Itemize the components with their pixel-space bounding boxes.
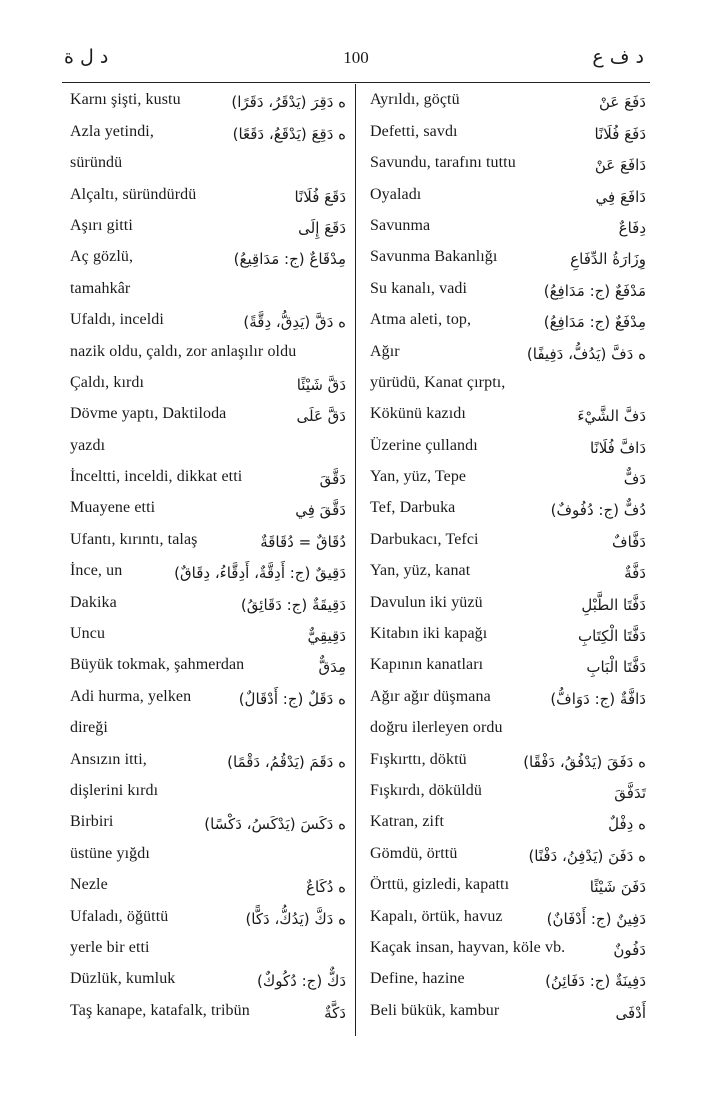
turkish-definition: Ufaladı, öğüttü	[70, 907, 169, 925]
arabic-headword: مِدْقَاعٌ (ج: مَدَاقِيعُ)	[233, 250, 346, 269]
header-left-letters: د ل ة	[64, 46, 109, 68]
arabic-headword: ﻩ دَقِعَ (يَدْقَعُ، دَقَعًا)	[232, 124, 346, 143]
arabic-headword: دَافَعَ عَنْ	[594, 156, 646, 175]
turkish-definition: Dakika	[70, 593, 117, 611]
dictionary-entry-row	[64, 806, 352, 837]
arabic-headword: ﻩ دَكَّ (يَدُكُّ، دَكًّا)	[245, 909, 346, 928]
dictionary-entry-row	[64, 210, 352, 241]
dictionary-entry-row	[364, 775, 652, 806]
turkish-definition: dişlerini kırdı	[70, 781, 159, 799]
arabic-headword: وِزَارَةُ الدِّفَاعِ	[570, 250, 646, 269]
turkish-definition: Dövme yaptı, Daktiloda	[70, 405, 227, 423]
dictionary-entry-row	[64, 837, 352, 868]
dictionary-entry-row	[364, 837, 652, 868]
dictionary-entry-row	[364, 900, 652, 931]
arabic-headword: دَفَّتَا الطَّبْلِ	[581, 595, 646, 614]
dictionary-entry-row	[364, 806, 652, 837]
page-number: 100	[343, 48, 369, 67]
dictionary-entry-row	[64, 115, 352, 146]
dictionary-entry-row	[64, 304, 352, 335]
left-column	[64, 84, 352, 1026]
dictionary-entry-row	[64, 555, 352, 586]
turkish-definition: Fışkırdı, döküldü	[370, 781, 482, 799]
arabic-headword: دَافَعَ فِي	[595, 187, 646, 206]
arabic-headword: ﻩ دَقَمَ (يَدْقُمُ، دَقْمًا)	[227, 752, 346, 771]
turkish-definition: Kitabın iki kapağı	[370, 625, 488, 643]
arabic-headword: دَقَعَ إِلَى	[298, 218, 346, 237]
arabic-headword: دَفٌّ	[623, 470, 646, 489]
turkish-definition: Uncu	[70, 625, 106, 643]
arabic-headword: مِدَقٌّ	[318, 658, 346, 677]
dictionary-entry-row	[64, 618, 352, 649]
dictionary-entry-row	[64, 932, 352, 963]
turkish-definition: Örttü, gizledi, kapattı	[370, 876, 510, 894]
arabic-headword: دَافَّةٌ (ج: دَوَافُّ)	[550, 689, 646, 708]
dictionary-entry-row	[364, 618, 652, 649]
turkish-definition: Atma aleti, top,	[370, 311, 472, 329]
turkish-definition: Tef, Darbuka	[370, 499, 456, 517]
dictionary-entry-row	[64, 963, 352, 994]
arabic-headword: ﻩ دَقِرَ (يَدْقَرُ، دَقَرًا)	[231, 93, 346, 112]
turkish-definition: nazik oldu, çaldı, zor anlaşılır oldu	[70, 342, 297, 360]
turkish-definition: Katran, zift	[370, 813, 445, 831]
dictionary-entry-row	[364, 680, 652, 711]
arabic-headword: ﻩ دَقَّ (يَدِقُّ، دِقَّةً)	[243, 313, 346, 332]
turkish-definition: Alçaltı, süründürdü	[70, 185, 197, 203]
page-header	[0, 46, 712, 76]
turkish-definition: Ayrıldı, göçtü	[370, 91, 460, 109]
arabic-headword: دَقِيقٌ (ج: أَدِقَّةٌ، أَدِقَّاءُ، دِقَاقٌ)	[174, 564, 346, 583]
arabic-headword: دَفِينٌ (ج: أَدْفَانٌ)	[546, 909, 646, 928]
turkish-definition: yazdı	[70, 436, 106, 454]
arabic-headword: دَفَّةٌ	[624, 564, 646, 583]
turkish-definition: üstüne yığdı	[70, 844, 150, 862]
dictionary-entry-row	[64, 178, 352, 209]
turkish-definition: Ağır ağır düşmana	[370, 687, 491, 705]
turkish-definition: Taş kanape, katafalk, tribün	[70, 1001, 250, 1019]
turkish-definition: Savunma Bakanlığı	[370, 248, 498, 266]
turkish-definition: Adi hurma, yelken	[70, 687, 192, 705]
dictionary-entry-row	[64, 743, 352, 774]
dictionary-entry-row	[364, 398, 652, 429]
turkish-definition: Su kanalı, vadi	[370, 279, 468, 297]
arabic-headword: ﻩ دَفَقَ (يَدْفُقُ، دَفْقًا)	[523, 752, 646, 771]
turkish-definition: Savunma	[370, 216, 431, 234]
dictionary-entry-row	[64, 649, 352, 680]
dictionary-entry-row	[64, 775, 352, 806]
arabic-headword: دَفَعَ عَنْ	[599, 93, 646, 112]
dictionary-entry-row	[64, 84, 352, 115]
turkish-definition: Aşırı gitti	[70, 216, 133, 234]
arabic-headword: دَفَّافٌ	[612, 532, 646, 551]
dictionary-entry-row	[364, 963, 652, 994]
dictionary-entry-row	[364, 712, 652, 743]
arabic-headword: دَقَّ شَيْئًا	[296, 375, 346, 394]
dictionary-entry-row	[364, 84, 652, 115]
turkish-definition: Defetti, savdı	[370, 122, 458, 140]
right-column	[364, 84, 652, 1026]
dictionary-entry-row	[364, 241, 652, 272]
turkish-definition: Kökünü kazıdı	[370, 405, 466, 423]
arabic-headword: دِفَاعٌ	[618, 218, 646, 237]
dictionary-entry-row	[64, 586, 352, 617]
turkish-definition: tamahkâr	[70, 279, 131, 297]
dictionary-entry-row	[364, 210, 652, 241]
turkish-definition: Gömdü, örttü	[370, 844, 458, 862]
dictionary-entry-row	[364, 649, 652, 680]
arabic-headword: دَقَعَ فُلَانًا	[294, 187, 346, 206]
arabic-headword: دَقَّقَ	[319, 470, 346, 489]
turkish-definition: Aç gözlü,	[70, 248, 134, 266]
arabic-headword: دَافَّ فُلَانًا	[589, 438, 646, 457]
turkish-definition: Kapının kanatları	[370, 656, 484, 674]
dictionary-entry-row	[364, 178, 652, 209]
turkish-definition: süründü	[70, 154, 123, 172]
dictionary-entry-row	[64, 429, 352, 460]
dictionary-entry-row	[64, 900, 352, 931]
arabic-headword: تَدَفَّقَ	[614, 783, 646, 802]
arabic-headword: مَدْفَعٌ (ج: مَدَافِعُ)	[543, 281, 646, 300]
arabic-headword: دَقَّ عَلَى	[296, 407, 346, 426]
turkish-definition: Ansızın itti,	[70, 750, 147, 768]
dictionary-entry-row	[364, 367, 652, 398]
arabic-headword: دَفَّتَا الْكِتَابِ	[578, 627, 646, 646]
turkish-definition: Kapalı, örtük, havuz	[370, 907, 503, 925]
turkish-definition: Ufaldı, inceldi	[70, 311, 164, 329]
turkish-definition: Çaldı, kırdı	[70, 373, 145, 391]
dictionary-entry-row	[364, 335, 652, 366]
arabic-headword: مِدْفَعٌ (ج: مَدَافِعُ)	[543, 313, 646, 332]
arabic-headword: ﻩ دِفْلٌ	[608, 815, 646, 834]
arabic-headword: دَكَّةٌ	[324, 1003, 346, 1022]
dictionary-entry-row	[64, 367, 352, 398]
dictionary-entry-row	[364, 304, 652, 335]
arabic-headword: ﻩ دَفَّ (يَدُفُّ، دَفِيفًا)	[526, 344, 646, 363]
turkish-definition: Düzlük, kumluk	[70, 970, 176, 988]
dictionary-entry-row	[64, 680, 352, 711]
dictionary-entry-row	[364, 272, 652, 303]
arabic-headword: دُقَاقٌ = دُقَاقَةٌ	[260, 532, 346, 551]
arabic-headword: دَفَعَ فُلَانًا	[594, 124, 646, 143]
turkish-definition: Yan, yüz, Tepe	[370, 468, 467, 486]
turkish-definition: Karnı şişti, kustu	[70, 91, 181, 109]
arabic-headword: ﻩ دَفَنَ (يَدْفِنُ، دَفْنًا)	[528, 846, 646, 865]
dictionary-entry-row	[364, 429, 652, 460]
arabic-headword: دُفٌّ (ج: دُفُوفٌ)	[550, 501, 646, 520]
dictionary-entry-row	[364, 115, 652, 146]
dictionary-entry-row	[364, 555, 652, 586]
turkish-definition: Davulun iki yüzü	[370, 593, 483, 611]
dictionary-entry-row	[64, 994, 352, 1025]
dictionary-entry-row	[364, 492, 652, 523]
turkish-definition: Savundu, tarafını tuttu	[370, 154, 516, 172]
arabic-headword: دَفِينَةٌ (ج: دَفَائِنُ)	[545, 972, 646, 991]
turkish-definition: Ağır	[370, 342, 400, 360]
dictionary-entry-row	[64, 272, 352, 303]
turkish-definition: Darbukacı, Tefci	[370, 530, 479, 548]
turkish-definition: İnce, un	[70, 562, 123, 580]
turkish-definition: direği	[70, 719, 108, 737]
turkish-definition: Yan, yüz, kanat	[370, 562, 471, 580]
dictionary-entry-row	[364, 523, 652, 554]
arabic-headword: ﻩ دُكَاعٌ	[306, 878, 346, 897]
turkish-definition: doğru ilerleyen ordu	[370, 719, 503, 737]
turkish-definition: Fışkırttı, döktü	[370, 750, 467, 768]
dictionary-entry-row	[64, 241, 352, 272]
arabic-headword: دَفَنَ شَيْئًا	[589, 878, 646, 897]
turkish-definition: Define, hazine	[370, 970, 465, 988]
turkish-definition: Kaçak insan, hayvan, köle vb.	[370, 938, 566, 956]
arabic-headword: ﻩ دَكَسَ (يَدْكَسُ، دَكْسًا)	[204, 815, 346, 834]
dictionary-entry-row	[64, 492, 352, 523]
arabic-headword: دَقِيقَةٌ (ج: دَقَائِقُ)	[240, 595, 346, 614]
turkish-definition: Büyük tokmak, şahmerdan	[70, 656, 245, 674]
dictionary-entry-row	[64, 147, 352, 178]
turkish-definition: Beli bükük, kambur	[370, 1001, 500, 1019]
turkish-definition: Muayene etti	[70, 499, 156, 517]
arabic-headword: دَقِيقِيٌّ	[307, 627, 346, 646]
dictionary-entry-row	[64, 398, 352, 429]
dictionary-entry-row	[64, 869, 352, 900]
arabic-headword: دَفُونٌ	[613, 940, 646, 959]
dictionary-entry-row	[64, 523, 352, 554]
turkish-definition: Azla yetindi,	[70, 122, 154, 140]
arabic-headword: دَكٌّ (ج: دُكُوكٌ)	[257, 972, 346, 991]
arabic-headword: دَفَّ الشَّيْءَ	[577, 407, 646, 426]
turkish-definition: Ufantı, kırıntı, talaş	[70, 530, 198, 548]
turkish-definition: Nezle	[70, 876, 108, 894]
arabic-headword: دَفَّتَا الْبَابِ	[586, 658, 646, 677]
dictionary-entry-row	[364, 869, 652, 900]
dictionary-entry-row	[364, 586, 652, 617]
column-divider	[355, 84, 356, 1036]
turkish-definition: Üzerine çullandı	[370, 436, 478, 454]
arabic-headword: أَدْفَى	[615, 1003, 646, 1022]
dictionary-entry-row	[64, 335, 352, 366]
dictionary-entry-row	[364, 147, 652, 178]
header-right-letters: د ف ع	[592, 46, 644, 68]
turkish-definition: Birbiri	[70, 813, 114, 831]
dictionary-entry-row	[364, 461, 652, 492]
turkish-definition: İnceltti, inceldi, dikkat etti	[70, 468, 243, 486]
turkish-definition: yerle bir etti	[70, 938, 150, 956]
dictionary-entry-row	[364, 994, 652, 1025]
arabic-headword: دَقَّقَ فِي	[295, 501, 346, 520]
turkish-definition: yürüdü, Kanat çırptı,	[370, 373, 506, 391]
header-rule	[62, 82, 650, 83]
dictionary-entry-row	[64, 712, 352, 743]
dictionary-entry-row	[64, 461, 352, 492]
arabic-headword: ﻩ دَقَلٌ (ج: أَدْقَالٌ)	[238, 689, 346, 708]
dictionary-entry-row	[364, 743, 652, 774]
dictionary-entry-row	[364, 932, 652, 963]
turkish-definition: Oyaladı	[370, 185, 422, 203]
